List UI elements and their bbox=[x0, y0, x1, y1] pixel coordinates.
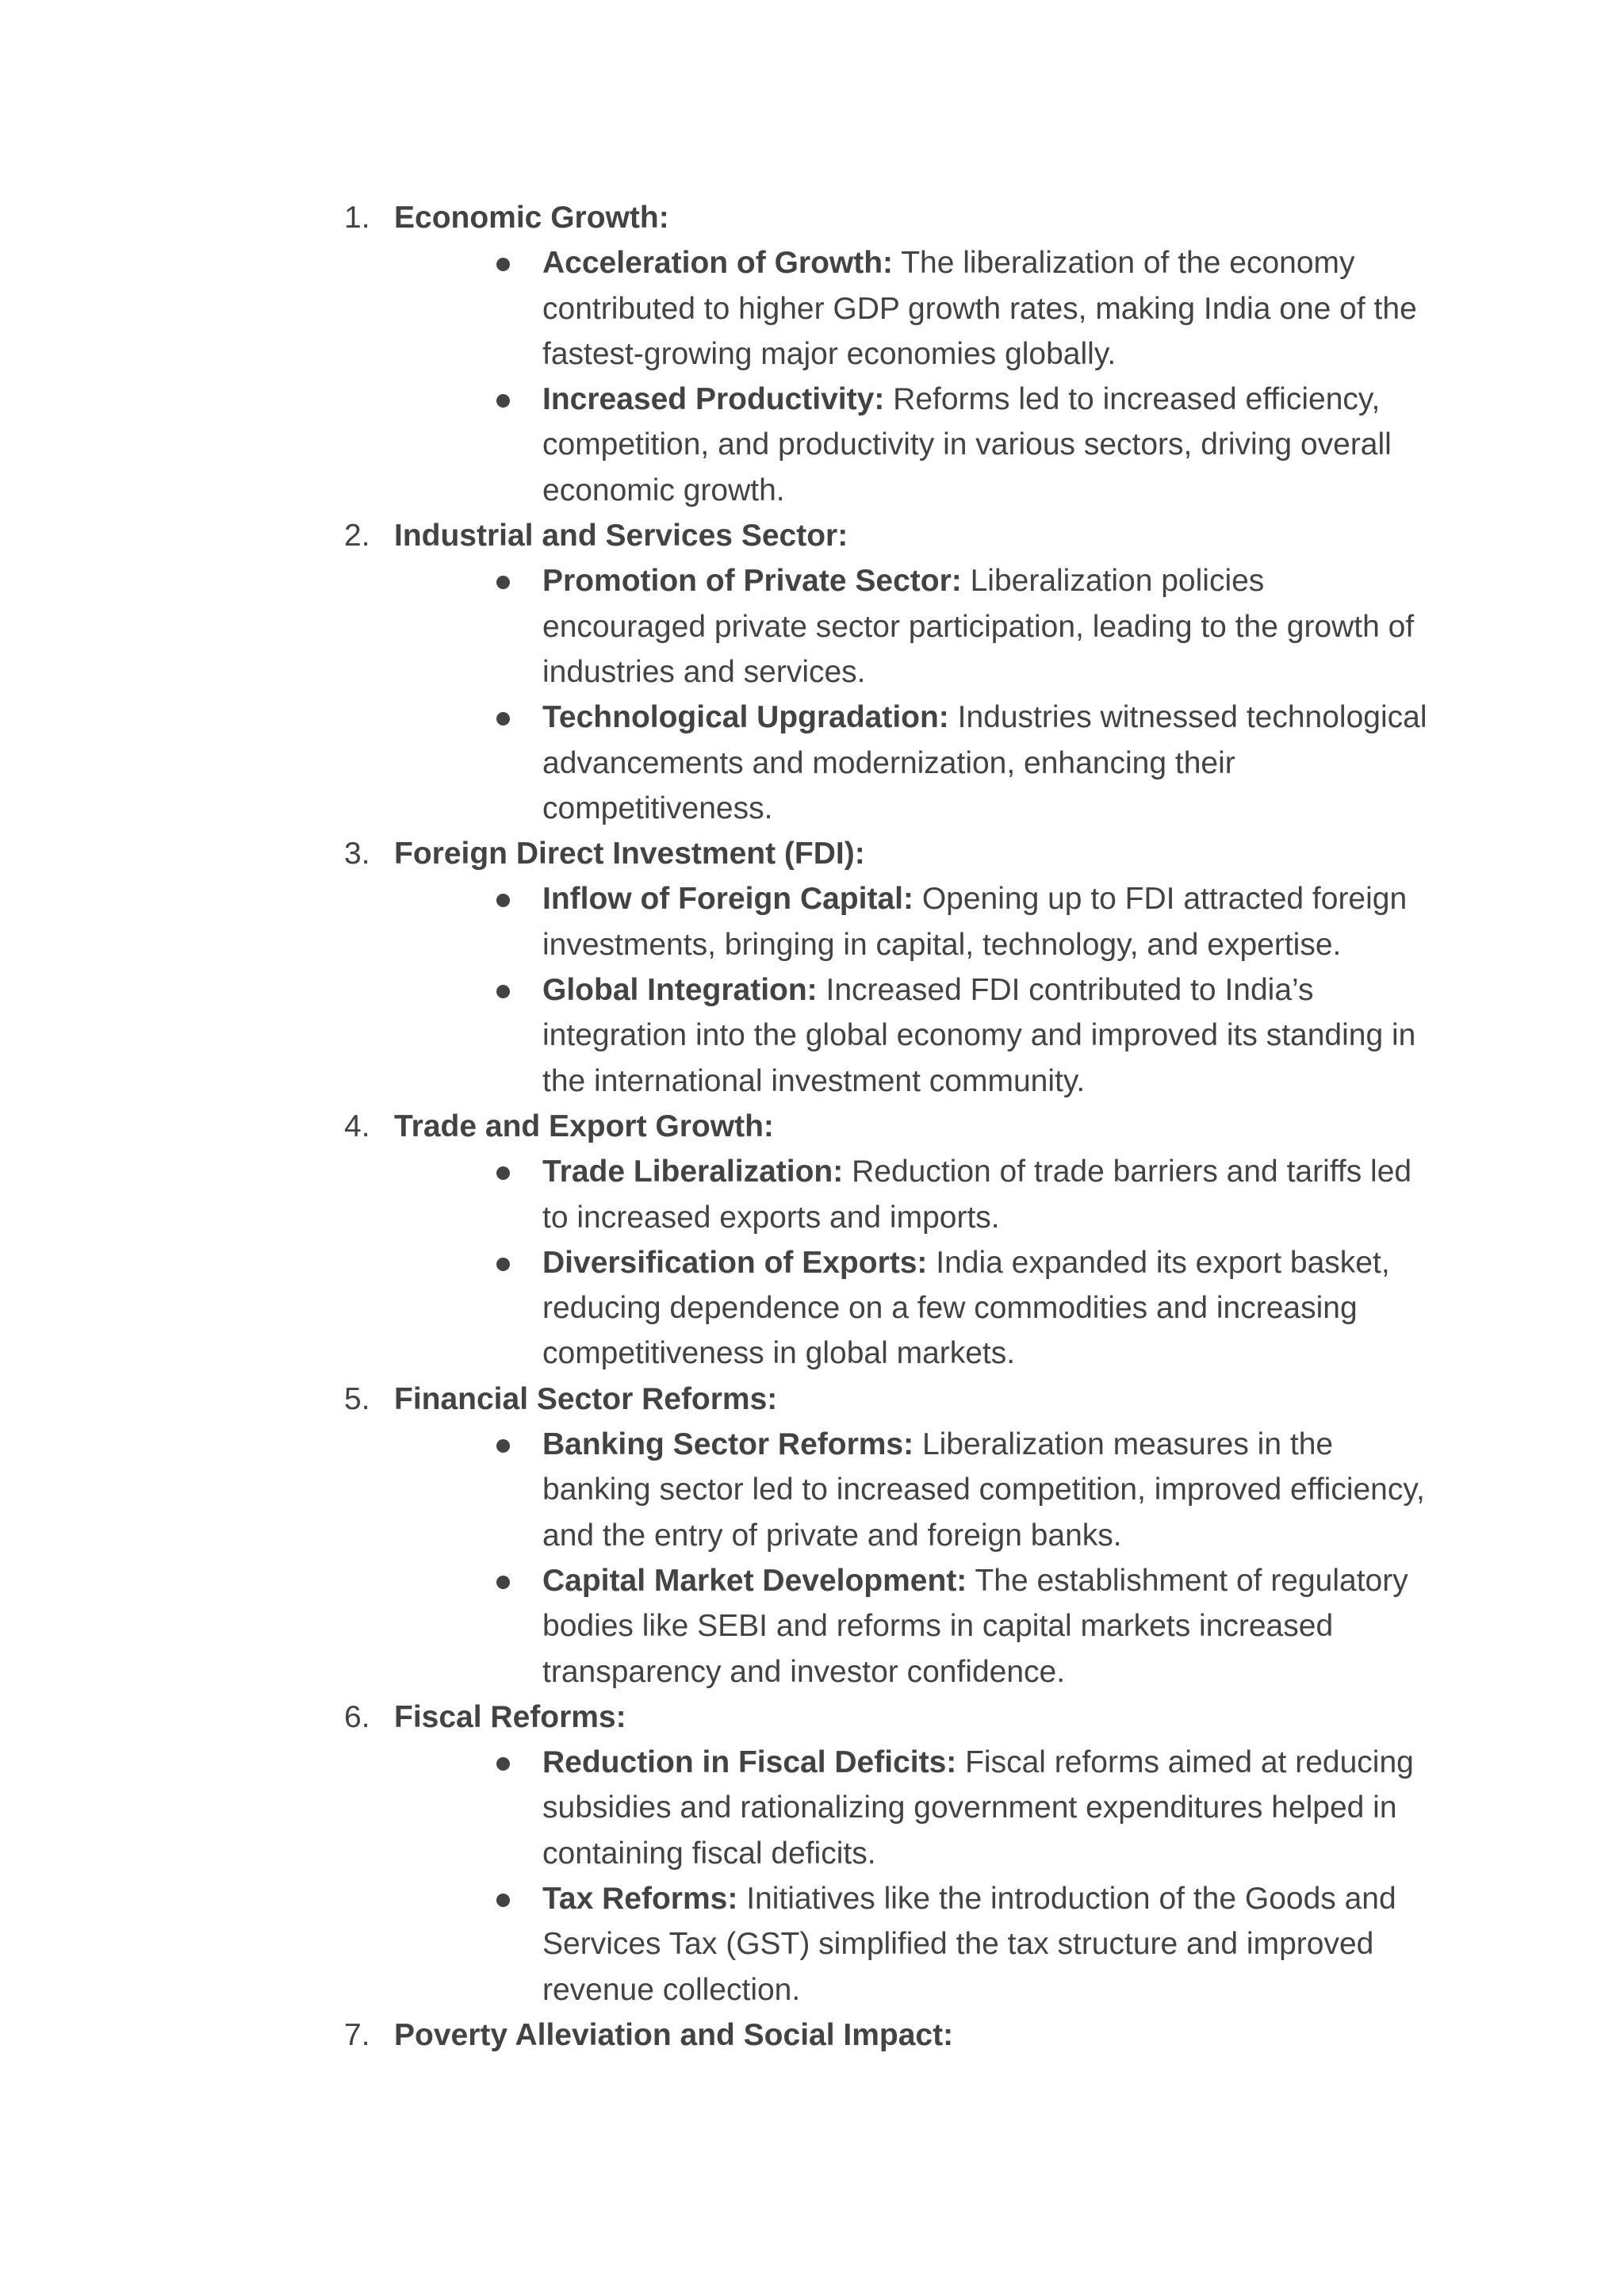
point-text: Liberalization policies encouraged private sector participation, leading to the growth of industries and services. bbox=[542, 564, 1415, 689]
point-text: The liberalization of the economy contributed to higher GDP growth rates, making India one of the fastest-growing major economies globally. bbox=[542, 246, 1417, 371]
section-heading bbox=[344, 2013, 1454, 2058]
section-trade-export bbox=[344, 1104, 1454, 1377]
bullet-icon bbox=[496, 1258, 510, 1271]
section-title: Economic Growth: bbox=[394, 201, 669, 235]
section-financial-reforms bbox=[344, 1377, 1454, 1695]
point-text: India expanded its export basket, reducing dependence on a few commodities and increasing competitiveness in global markets. bbox=[542, 1245, 1390, 1371]
section-number: 1. bbox=[344, 201, 370, 235]
section-industrial-services bbox=[344, 513, 1454, 831]
bullet-icon bbox=[496, 1166, 510, 1180]
section-title: Fiscal Reforms: bbox=[394, 1699, 626, 1734]
bullet-icon bbox=[496, 712, 510, 726]
bullet-icon bbox=[496, 1439, 510, 1453]
list-item bbox=[542, 377, 1431, 513]
point-text: Fiscal reforms aimed at reducing subsidies and rationalizing government expenditures helped in containing fiscal deficits. bbox=[542, 1745, 1414, 1871]
section-title: Industrial and Services Sector: bbox=[394, 519, 848, 553]
section-title: Financial Sector Reforms: bbox=[394, 1381, 778, 1416]
section-number: 2. bbox=[344, 519, 370, 553]
point-list bbox=[344, 1740, 1454, 2013]
point-title: Tax Reforms: bbox=[542, 1881, 738, 1916]
list-item bbox=[542, 1740, 1431, 1876]
section-title: Trade and Export Growth: bbox=[394, 1109, 774, 1143]
point-title: Promotion of Private Sector: bbox=[542, 564, 962, 599]
list-item bbox=[542, 967, 1431, 1104]
point-text: Liberalization measures in the banking sector led to increased competition, improved efficiency, and the entry of private and foreign banks. bbox=[542, 1427, 1425, 1553]
bullet-icon bbox=[496, 894, 510, 907]
point-title: Technological Upgradation: bbox=[542, 700, 949, 735]
list-item bbox=[542, 1240, 1431, 1377]
point-text: Opening up to FDI attracted foreign investments, bringing in capital, technology, and expertise. bbox=[542, 882, 1408, 962]
section-poverty-alleviation bbox=[344, 2013, 1454, 2058]
section-heading bbox=[344, 1104, 1454, 1149]
point-text: Industries witnessed technological advancements and modernization, enhancing their competitiveness. bbox=[542, 700, 1427, 825]
section-number: 7. bbox=[344, 2017, 370, 2052]
point-title: Acceleration of Growth: bbox=[542, 246, 894, 281]
bullet-icon bbox=[496, 258, 510, 271]
list-item bbox=[542, 876, 1431, 967]
point-title: Capital Market Development: bbox=[542, 1563, 967, 1598]
section-heading bbox=[344, 1695, 1454, 1740]
point-text: Reduction of trade barriers and tariffs led to increased exports and imports. bbox=[542, 1155, 1412, 1235]
section-title: Poverty Alleviation and Social Impact: bbox=[394, 2017, 954, 2052]
section-heading bbox=[344, 195, 1454, 240]
list-item bbox=[542, 1558, 1431, 1695]
point-title: Increased Productivity: bbox=[542, 382, 885, 417]
point-list bbox=[344, 1422, 1454, 1695]
point-text: Initiatives like the introduction of the Goods and Services Tax (GST) simplified the tax structure and improved revenue collection. bbox=[542, 1881, 1396, 2007]
document-body bbox=[344, 195, 1454, 2058]
point-list bbox=[344, 558, 1454, 831]
point-title: Inflow of Foreign Capital: bbox=[542, 882, 914, 917]
point-title: Diversification of Exports: bbox=[542, 1245, 928, 1280]
bullet-icon bbox=[496, 576, 510, 589]
list-item bbox=[542, 1149, 1431, 1240]
point-list bbox=[344, 1149, 1454, 1376]
list-item bbox=[542, 1876, 1431, 2013]
point-title: Global Integration: bbox=[542, 973, 818, 1008]
bullet-icon bbox=[496, 1757, 510, 1771]
section-heading bbox=[344, 831, 1454, 876]
section-number: 3. bbox=[344, 837, 370, 871]
bullet-icon bbox=[496, 394, 510, 408]
section-title: Foreign Direct Investment (FDI): bbox=[394, 837, 865, 871]
point-text: The establishment of regulatory bodies like SEBI and reforms in capital markets increased transparency and investor confidence. bbox=[542, 1563, 1408, 1689]
section-fiscal-reforms bbox=[344, 1695, 1454, 2013]
section-economic-growth bbox=[344, 195, 1454, 513]
list-item bbox=[542, 558, 1431, 695]
section-number: 6. bbox=[344, 1699, 370, 1734]
bullet-icon bbox=[496, 1576, 510, 1589]
point-title: Banking Sector Reforms: bbox=[542, 1427, 914, 1462]
list-item bbox=[542, 240, 1431, 377]
point-text: Increased FDI contributed to India’s integration into the global economy and improved its standing in the international investment community. bbox=[542, 973, 1416, 1098]
list-item bbox=[542, 1422, 1431, 1558]
point-title: Trade Liberalization: bbox=[542, 1155, 844, 1189]
section-number: 4. bbox=[344, 1109, 370, 1143]
point-title: Reduction in Fiscal Deficits: bbox=[542, 1745, 957, 1780]
point-text: Reforms led to increased efficiency, competition, and productivity in various sectors, driving overall economic growth. bbox=[542, 382, 1392, 507]
list-item bbox=[542, 695, 1431, 831]
section-heading bbox=[344, 513, 1454, 558]
bullet-icon bbox=[496, 985, 510, 998]
bullet-icon bbox=[496, 1894, 510, 1907]
section-number: 5. bbox=[344, 1381, 370, 1416]
section-fdi bbox=[344, 831, 1454, 1104]
point-list bbox=[344, 876, 1454, 1103]
section-heading bbox=[344, 1377, 1454, 1422]
point-list bbox=[344, 240, 1454, 513]
